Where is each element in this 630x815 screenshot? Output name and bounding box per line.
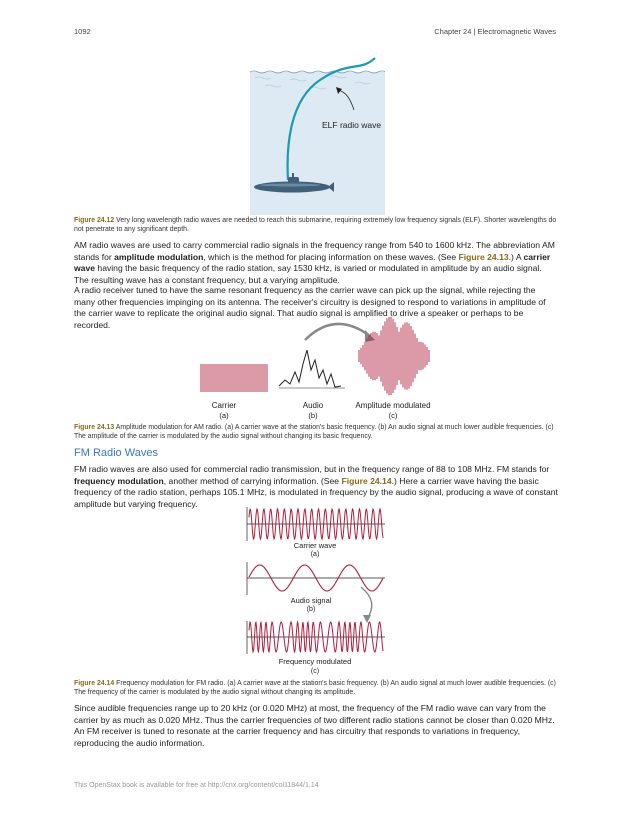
figure-24-12-illustration bbox=[250, 50, 385, 215]
caption-text: Frequency modulation for FM radio. (a) A carrier wave at the station's basic frequency. (b) An audio signal at much lower audible frequencies. (c) The frequency of the carrier is modulated by the audio signal without changing its amplitude. bbox=[74, 680, 556, 696]
label-c: (c) bbox=[388, 411, 398, 420]
caption-text: Amplitude modulation for AM radio. (a) A carrier wave at the station's basic frequency. (b) An audio signal at much lower audible frequencies. (c) The amplitude of the carrier is modulated by the audio signal without changing its basic frequency. bbox=[74, 424, 554, 440]
text-run: .) Here a carrier wave having the basic frequency of the radio station, perhaps 105.1 MHz, is modulated in frequency by the audio signal, producing a wave of constant amplitude but varying frequency. bbox=[74, 475, 558, 509]
label-a: (a) bbox=[310, 551, 320, 558]
fm-modulation-arrow bbox=[361, 587, 372, 619]
term-frequency-modulation: frequency modulation bbox=[74, 475, 164, 486]
label-b: (b) bbox=[308, 411, 318, 420]
figure-label: Figure 24.12 bbox=[74, 217, 115, 224]
fm-intro-paragraph bbox=[74, 464, 558, 510]
am-carrier-wave bbox=[201, 364, 267, 392]
term-amplitude-modulation: amplitude modulation bbox=[114, 251, 204, 262]
text-run: .) A bbox=[508, 251, 524, 262]
am-modulated-wave bbox=[359, 317, 429, 395]
water-region bbox=[250, 72, 385, 215]
audio-signal-label: Audio signal bbox=[290, 596, 332, 605]
figure-24-13-caption bbox=[74, 423, 558, 441]
text-run: , which is the method for placing information on these waves. (See bbox=[203, 251, 459, 262]
text-run: , another method of carrying information. (See bbox=[163, 475, 342, 486]
modulation-arrow bbox=[305, 324, 370, 340]
label-c: (c) bbox=[310, 668, 320, 675]
label-a: (a) bbox=[219, 411, 229, 420]
audio-label: Audio bbox=[302, 401, 324, 410]
figure-24-13-link[interactable]: Figure 24.13 bbox=[458, 251, 509, 262]
term-carrier-wave: carrier wave bbox=[74, 251, 551, 273]
page-number: 1092 bbox=[74, 27, 91, 36]
text-run: FM radio waves are also used for commercial radio transmission, but in the frequency range of 88 to 108 MHz. FM stands for bbox=[74, 464, 550, 474]
text-run: having the basic frequency of the radio station, say 1530 kHz, is varied or modulated in amplitude by an audio signal. The resulting wave has a constant frequency, but a varying amplitude. bbox=[74, 263, 542, 285]
figure-24-12-caption bbox=[74, 216, 558, 234]
audio-signal-line bbox=[279, 350, 341, 387]
frequency-modulated-label: Frequency modulated bbox=[278, 657, 352, 666]
label-b: (b) bbox=[306, 606, 316, 613]
carrier-label: Carrier bbox=[211, 401, 237, 410]
chapter-title: Chapter 24 | Electromagnetic Waves bbox=[434, 27, 556, 36]
footer-note: This OpenStax book is available for free at http://cnx.org/content/col11844/1.14 bbox=[74, 782, 319, 789]
am-intro-paragraph bbox=[74, 240, 558, 286]
elf-wave-label: ELF radio wave bbox=[322, 120, 382, 130]
fm-receiver-paragraph: Since audible frequencies range up to 20 kHz (or 0.020 MHz) at most, the frequency of the FM radio wave can vary from the carrier by as much as 0.020 MHz. Thus the carrier frequencies of two different radio stations cannot be closer than 0.020 MHz. An FM receiver is tuned to resonate at the carrier frequency and has circuitry that responds to variations in frequency, reproducing the audio information. bbox=[74, 703, 555, 748]
caption-text: Very long wavelength radio waves are needed to reach this submarine, requiring extremely low frequency signals (ELF). Shorter wavelengths do not penetrate to any significant depth. bbox=[74, 217, 557, 233]
figure-24-14-caption bbox=[74, 679, 558, 697]
figure-24-13-illustration bbox=[195, 312, 435, 424]
receiver-paragraph: A radio receiver tuned to have the same resonant frequency as the carrier wave can pick up the signal, while rejecting the many other frequencies impinging on its antenna. The receiver's circuitry is designed to respond to variations in amplitude of the carrier wave to replicate the original audio signal. That audio signal is amplified to drive a speaker or perhaps to be recorded. bbox=[74, 285, 546, 330]
text-run: AM radio waves are used to carry commercial radio signals in the frequency range from 540 to 1600 kHz. The abbreviation AM stands for bbox=[74, 240, 555, 262]
figure-label: Figure 24.14 bbox=[74, 680, 115, 687]
figure-24-14-illustration bbox=[243, 507, 389, 677]
figure-24-14-link[interactable]: Figure 24.14 bbox=[341, 475, 392, 486]
figure-label: Figure 24.13 bbox=[74, 424, 115, 431]
carrier-wave-label: Carrier wave bbox=[293, 541, 337, 550]
section-heading-fm-radio-waves: FM Radio Waves bbox=[74, 447, 158, 459]
amplitude-modulated-label: Amplitude modulated bbox=[355, 401, 431, 410]
